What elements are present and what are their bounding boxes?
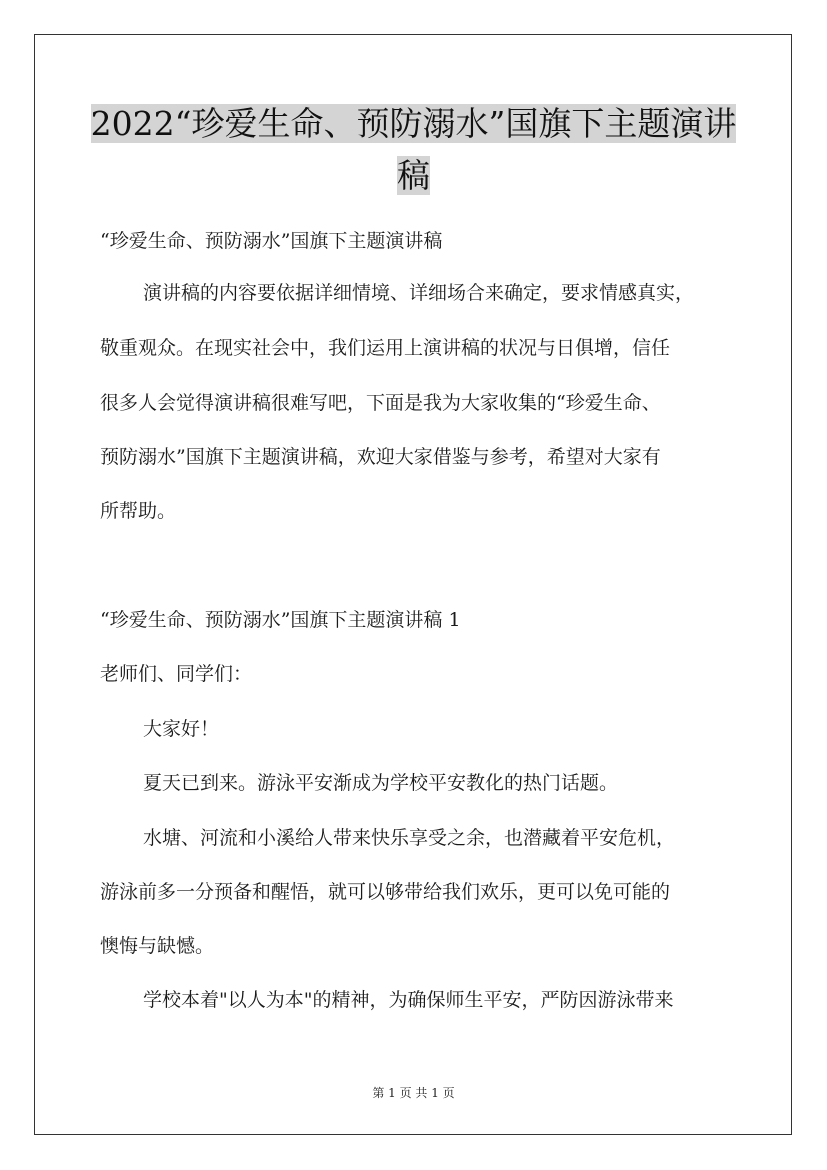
body-line-4: 懊悔与缺憾。 [100,935,215,957]
body-line-5: 学校本着"以人为本"的精神，为确保师生平安，严防因游泳带来 [143,989,674,1011]
salutation: 老师们、同学们： [100,663,253,685]
greeting: 大家好！ [143,718,220,740]
body-line-2: 水塘、河流和小溪给人带来快乐享受之余，也潜藏着平安危机， [143,827,676,849]
intro-line-1: 演讲稿的内容要依据详细情境、详细场合来确定，要求情感真实， [143,282,695,304]
intro-line-2: 敬重观众。在现实社会中，我们运用上演讲稿的状况与日俱增，信任 [100,337,671,359]
body-line-1: 夏天已到来。游泳平安渐成为学校平安教化的热门话题。 [143,772,619,794]
section-heading: “珍爱生命、预防溺水”国旗下主题演讲稿 1 [100,609,461,631]
title-line-2: 稿 [397,156,430,195]
title-line-1: 2022“珍爱生命、预防溺水”国旗下主题演讲 [90,104,737,143]
intro-line-4: 预防溺水”国旗下主题演讲稿，欢迎大家借鉴与参考，希望对大家有 [100,446,661,468]
intro-line-3: 很多人会觉得演讲稿很难写吧，下面是我为大家收集的“珍爱生命、 [100,392,661,414]
intro-line-5: 所帮助。 [100,500,177,522]
page-footer: 第 1 页 共 1 页 [372,1086,455,1100]
subtitle: “珍爱生命、预防溺水”国旗下主题演讲稿 [100,230,443,252]
document-title [60,98,767,202]
body-line-3: 游泳前多一分预备和醒悟，就可以够带给我们欢乐，更可以免可能的 [100,881,671,903]
